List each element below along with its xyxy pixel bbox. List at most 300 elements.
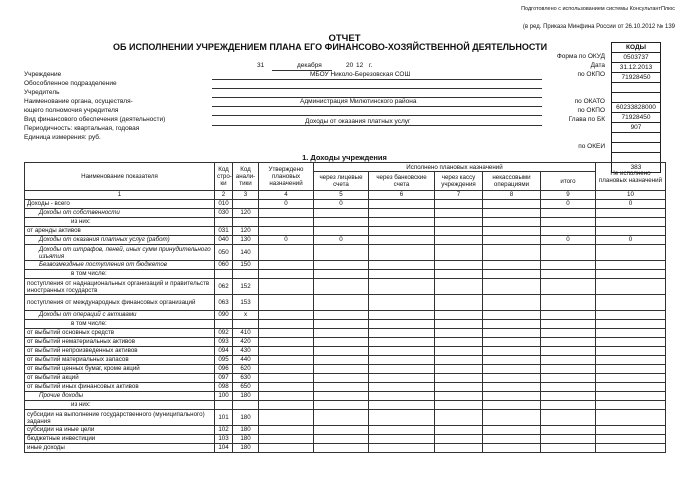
cell-c5 xyxy=(314,320,369,329)
cell-an: 120 xyxy=(233,209,259,218)
cell-c7 xyxy=(435,261,483,270)
cell-c7 xyxy=(435,218,483,227)
cell-c8 xyxy=(483,365,541,374)
cell-c9 xyxy=(541,435,596,444)
table-row xyxy=(25,410,666,426)
cell-c5 xyxy=(314,347,369,356)
cell-c10 xyxy=(596,401,666,410)
row-name: из них: xyxy=(25,401,215,410)
uchrezhdenie-underline xyxy=(212,79,542,80)
cell-c8 xyxy=(483,295,541,311)
col-num: 1 xyxy=(25,191,215,200)
cell-c7 xyxy=(435,320,483,329)
cell-c8 xyxy=(483,261,541,270)
cell-c4 xyxy=(259,320,314,329)
cell-c9 xyxy=(541,218,596,227)
cell-c4: 0 xyxy=(259,200,314,209)
uchreditel-value: Администрация Милютинского района xyxy=(300,98,417,105)
cell-c9 xyxy=(541,279,596,295)
podrazdelenie-underline xyxy=(212,88,542,89)
cell-c7 xyxy=(435,338,483,347)
glava-label: Глава по БК xyxy=(568,116,605,123)
row-name: Доходы - всего xyxy=(25,200,215,209)
cell-c10 xyxy=(596,365,666,374)
cell-c4 xyxy=(259,365,314,374)
cell-c10 xyxy=(596,245,666,261)
cell-c7 xyxy=(435,200,483,209)
cell-c5 xyxy=(314,374,369,383)
cell-c5 xyxy=(314,444,369,453)
empty-code-4 xyxy=(612,143,660,153)
empty-code-3 xyxy=(612,133,660,143)
cell-c8 xyxy=(483,426,541,435)
table-body xyxy=(25,200,666,453)
vid-underline xyxy=(212,125,542,126)
cell-c6 xyxy=(369,365,435,374)
cell-an: 630 xyxy=(233,374,259,383)
table-row xyxy=(25,209,666,218)
cell-kod: 030 xyxy=(215,209,233,218)
cell-c5 xyxy=(314,209,369,218)
cell-kod: 062 xyxy=(215,279,233,295)
col-num: 9 xyxy=(541,191,596,200)
cell-c8 xyxy=(483,356,541,365)
cell-c9 xyxy=(541,392,596,401)
cell-c7 xyxy=(435,329,483,338)
column-numbers-row xyxy=(25,191,666,200)
cell-c5 xyxy=(314,410,369,426)
cell-kod: 092 xyxy=(215,329,233,338)
table-row xyxy=(25,311,666,320)
cell-c8 xyxy=(483,279,541,295)
cell-an: 180 xyxy=(233,392,259,401)
cell-c9 xyxy=(541,261,596,270)
col-num: 3 xyxy=(233,191,259,200)
cell-c7 xyxy=(435,426,483,435)
cell-kod: 095 xyxy=(215,356,233,365)
cell-an: x xyxy=(233,311,259,320)
table-row xyxy=(25,383,666,392)
cell-c10 xyxy=(596,311,666,320)
cell-an: 440 xyxy=(233,356,259,365)
cell-c5 xyxy=(314,270,369,279)
table-row xyxy=(25,356,666,365)
cell-c4 xyxy=(259,295,314,311)
cell-c6 xyxy=(369,410,435,426)
cell-c6 xyxy=(369,329,435,338)
cell-c5 xyxy=(314,356,369,365)
cell-c4 xyxy=(259,401,314,410)
cell-c10 xyxy=(596,356,666,365)
cell-c6 xyxy=(369,227,435,236)
cell-c5 xyxy=(314,338,369,347)
cell-c6 xyxy=(369,261,435,270)
cell-c4 xyxy=(259,279,314,295)
cell-c6 xyxy=(369,401,435,410)
section-title: 1. Доходы учреждения xyxy=(302,153,387,162)
date-label: Дата xyxy=(590,62,605,69)
cell-an xyxy=(233,218,259,227)
cell-kod: 050 xyxy=(215,245,233,261)
cell-c7 xyxy=(435,444,483,453)
cell-c7 xyxy=(435,392,483,401)
row-name: Безвозмездные поступления от бюджетов xyxy=(25,261,215,270)
table-row xyxy=(25,200,666,209)
cell-c7 xyxy=(435,270,483,279)
cell-c7 xyxy=(435,435,483,444)
cell-c9 xyxy=(541,338,596,347)
prikaz-note: (в ред. Приказа Минфина России от 26.10.2012 № 139 xyxy=(522,24,675,30)
table-row xyxy=(25,245,666,261)
cell-c7 xyxy=(435,356,483,365)
cell-c6 xyxy=(369,311,435,320)
cell-kod: 103 xyxy=(215,435,233,444)
cell-c8 xyxy=(483,435,541,444)
cell-an: 420 xyxy=(233,338,259,347)
cell-c4 xyxy=(259,426,314,435)
date-year: 12 xyxy=(356,62,364,69)
cell-c10 xyxy=(596,383,666,392)
header-bank: через банковские счета xyxy=(369,172,435,191)
cell-c4 xyxy=(259,356,314,365)
cell-c6 xyxy=(369,218,435,227)
col-num: 5 xyxy=(314,191,369,200)
cell-c10 xyxy=(596,270,666,279)
cell-c5 xyxy=(314,295,369,311)
date-day: 31 xyxy=(257,62,265,69)
cell-c10 xyxy=(596,338,666,347)
okei-label: по ОКЕИ xyxy=(578,143,605,150)
cell-kod xyxy=(215,270,233,279)
cell-c5 xyxy=(314,227,369,236)
col-num: 2 xyxy=(215,191,233,200)
col-num: 7 xyxy=(435,191,483,200)
table-row xyxy=(25,236,666,245)
cell-c9 xyxy=(541,245,596,261)
cell-c4 xyxy=(259,410,314,426)
okpo2-label: по ОКПО xyxy=(577,107,605,114)
cell-kod: 060 xyxy=(215,261,233,270)
okpo-label: по ОКПО xyxy=(577,71,605,78)
cell-c10 xyxy=(596,218,666,227)
cell-c9 xyxy=(541,270,596,279)
row-name: от выбытий акций xyxy=(25,374,215,383)
cell-c10 xyxy=(596,295,666,311)
row-name: бюджетные инвестиции xyxy=(25,435,215,444)
cell-c4 xyxy=(259,444,314,453)
cell-an: 620 xyxy=(233,365,259,374)
row-name: иные доходы xyxy=(25,444,215,453)
codes-header: КОДЫ xyxy=(612,43,660,53)
cell-c7 xyxy=(435,401,483,410)
cell-c9 xyxy=(541,356,596,365)
table-row xyxy=(25,426,666,435)
cell-c4 xyxy=(259,338,314,347)
cell-c9 xyxy=(541,365,596,374)
row-name: субсидии на выполнение государственного (муниципального) задания xyxy=(25,410,215,426)
cell-c4 xyxy=(259,374,314,383)
cell-c6 xyxy=(369,383,435,392)
cell-c4 xyxy=(259,218,314,227)
cell-c9 xyxy=(541,444,596,453)
date-month: декабря xyxy=(297,62,322,69)
cell-an xyxy=(233,200,259,209)
row-name: от выбытий нематериальных активов xyxy=(25,338,215,347)
cell-c10 xyxy=(596,329,666,338)
cell-an: 153 xyxy=(233,295,259,311)
cell-c4 xyxy=(259,329,314,338)
row-name: от выбытий непроизведенных активов xyxy=(25,347,215,356)
row-name: в том числе: xyxy=(25,270,215,279)
cell-c8 xyxy=(483,227,541,236)
row-name: Доходы от операций с активами xyxy=(25,311,215,320)
cell-c6 xyxy=(369,444,435,453)
cell-c8 xyxy=(483,401,541,410)
cell-c8 xyxy=(483,410,541,426)
table-row xyxy=(25,374,666,383)
cell-an: 150 xyxy=(233,261,259,270)
cell-c10 xyxy=(596,444,666,453)
cell-c6 xyxy=(369,338,435,347)
cell-an: 180 xyxy=(233,444,259,453)
cell-c8 xyxy=(483,218,541,227)
cell-c9 xyxy=(541,401,596,410)
table-row xyxy=(25,392,666,401)
row-name: поступления от наднациональных организаций и правительств иностранных государств xyxy=(25,279,215,295)
organ-underline xyxy=(212,106,542,107)
cell-kod: 090 xyxy=(215,311,233,320)
cell-c4 xyxy=(259,347,314,356)
cell-kod: 096 xyxy=(215,365,233,374)
cell-c5: 0 xyxy=(314,236,369,245)
cell-c8 xyxy=(483,329,541,338)
cell-c10 xyxy=(596,261,666,270)
cell-c4 xyxy=(259,209,314,218)
okei-value: 383 xyxy=(612,163,660,173)
cell-c8 xyxy=(483,383,541,392)
table-row xyxy=(25,401,666,410)
cell-c5 xyxy=(314,392,369,401)
cell-c5 xyxy=(314,218,369,227)
empty-code-2 xyxy=(612,93,660,103)
row-name: от выбытий материальных запасов xyxy=(25,356,215,365)
header-ispolneno: Исполнено плановых назначений xyxy=(314,163,596,172)
row-name: субсидии на иные цели xyxy=(25,426,215,435)
cell-an: 430 xyxy=(233,347,259,356)
cell-c10 xyxy=(596,347,666,356)
vid-label: Вид финансового обеспечения (деятельности) xyxy=(24,116,166,123)
cell-c9 xyxy=(541,209,596,218)
row-name: от аренды активов xyxy=(25,227,215,236)
okato-value: 60233828000 xyxy=(612,103,660,113)
date-year-suffix: г. xyxy=(369,62,373,69)
cell-c9: 0 xyxy=(541,200,596,209)
table-row xyxy=(25,365,666,374)
header-itogo: итого xyxy=(541,172,596,191)
cell-c6 xyxy=(369,392,435,401)
period-label: Периодичность: квартальная, годовая xyxy=(24,125,140,132)
cell-c10 xyxy=(596,209,666,218)
col-num: 10 xyxy=(596,191,666,200)
cell-an: 130 xyxy=(233,236,259,245)
okato-label: по ОКАТО xyxy=(574,98,605,105)
table-row xyxy=(25,329,666,338)
table-row xyxy=(25,320,666,329)
cell-an xyxy=(233,320,259,329)
cell-c9 xyxy=(541,295,596,311)
vid-underline-top xyxy=(212,115,542,116)
row-name: из них: xyxy=(25,218,215,227)
cell-c5 xyxy=(314,435,369,444)
cell-an: 180 xyxy=(233,426,259,435)
cell-kod: 098 xyxy=(215,383,233,392)
cell-an: 180 xyxy=(233,435,259,444)
cell-c5: 0 xyxy=(314,200,369,209)
cell-c10 xyxy=(596,410,666,426)
row-name: от выбытий основных средств xyxy=(25,329,215,338)
cell-c8 xyxy=(483,270,541,279)
cell-c6 xyxy=(369,236,435,245)
cell-c8 xyxy=(483,338,541,347)
cell-c4 xyxy=(259,227,314,236)
row-name: в том числе: xyxy=(25,320,215,329)
organ-label-2: ющего полномочия учредителя xyxy=(24,107,119,114)
cell-c9 xyxy=(541,329,596,338)
cell-c5 xyxy=(314,329,369,338)
cell-c8 xyxy=(483,245,541,261)
cell-c5 xyxy=(314,311,369,320)
cell-c6 xyxy=(369,200,435,209)
col-num: 4 xyxy=(259,191,314,200)
cell-c10: 0 xyxy=(596,200,666,209)
cell-kod xyxy=(215,218,233,227)
row-name: от выбытий ценных бумаг, кроме акций xyxy=(25,365,215,374)
cell-c9 xyxy=(541,311,596,320)
cell-kod: 031 xyxy=(215,227,233,236)
okud-label: Форма по ОКУД xyxy=(556,53,605,60)
header-nekass: некассовыми операциями xyxy=(483,172,541,191)
cell-c4 xyxy=(259,261,314,270)
cell-c7 xyxy=(435,374,483,383)
cell-c10 xyxy=(596,320,666,329)
uchreditel-label: Учредитель xyxy=(24,89,60,96)
cell-c4 xyxy=(259,392,314,401)
header-name: Наименование показателя xyxy=(25,163,215,191)
cell-c5 xyxy=(314,383,369,392)
cell-c7 xyxy=(435,311,483,320)
cell-c9 xyxy=(541,227,596,236)
cell-an: 120 xyxy=(233,227,259,236)
podrazdelenie-label: Обособленное подразделение xyxy=(24,80,117,87)
cell-c5 xyxy=(314,261,369,270)
date-value: 31.12.2013 xyxy=(612,63,660,73)
cell-c6 xyxy=(369,320,435,329)
empty-code-1 xyxy=(612,83,660,93)
uchrezhdenie-label: Учреждение xyxy=(24,71,62,78)
header-kod-stroki: Код стро-ки xyxy=(215,163,233,191)
cell-c5 xyxy=(314,401,369,410)
cell-an: 180 xyxy=(233,410,259,426)
table-row xyxy=(25,279,666,295)
cell-c10 xyxy=(596,279,666,295)
cell-c10 xyxy=(596,227,666,236)
table-row xyxy=(25,338,666,347)
cell-c10: 0 xyxy=(596,236,666,245)
cell-c9 xyxy=(541,426,596,435)
edinica-label: Единица измерения: руб. xyxy=(24,134,101,141)
cell-c8 xyxy=(483,209,541,218)
cell-c8 xyxy=(483,311,541,320)
cell-c5 xyxy=(314,365,369,374)
cell-c8 xyxy=(483,392,541,401)
row-name: Прочие доходы xyxy=(25,392,215,401)
okud-value: 0503737 xyxy=(612,53,660,63)
cell-c6 xyxy=(369,295,435,311)
cell-c7 xyxy=(435,236,483,245)
table-row xyxy=(25,218,666,227)
consultant-note: Подготовлено с использованием системы КонсультантПлюс xyxy=(521,6,675,12)
cell-c4 xyxy=(259,270,314,279)
cell-c7 xyxy=(435,347,483,356)
table-row xyxy=(25,227,666,236)
table-row xyxy=(25,295,666,311)
cell-c6 xyxy=(369,347,435,356)
cell-an: 410 xyxy=(233,329,259,338)
uchrezhdenie-value: МБОУ Николо-Березовская СОШ xyxy=(310,71,411,78)
cell-c6 xyxy=(369,426,435,435)
cell-c9 xyxy=(541,320,596,329)
cell-c10 xyxy=(596,426,666,435)
cell-c7 xyxy=(435,365,483,374)
cell-c7 xyxy=(435,209,483,218)
cell-c6 xyxy=(369,279,435,295)
cell-c9 xyxy=(541,410,596,426)
table-row xyxy=(25,261,666,270)
cell-c10 xyxy=(596,374,666,383)
organ-label-1: Наименование органа, осуществля- xyxy=(24,98,133,105)
cell-c6 xyxy=(369,374,435,383)
row-name: Доходы от оказания платных услуг (работ) xyxy=(25,236,215,245)
cell-an xyxy=(233,401,259,410)
cell-c6 xyxy=(369,356,435,365)
cell-c8 xyxy=(483,347,541,356)
okpo-value: 71928450 xyxy=(612,73,660,83)
cell-c7 xyxy=(435,410,483,426)
cell-kod: 100 xyxy=(215,392,233,401)
date-year-prefix: 20 xyxy=(346,62,354,69)
report-title: ОТЧЕТ xyxy=(328,33,361,44)
table-row xyxy=(25,270,666,279)
cell-kod xyxy=(215,401,233,410)
cell-kod: 093 xyxy=(215,338,233,347)
cell-c8 xyxy=(483,320,541,329)
vid-value: Доходы от оказания платных услуг xyxy=(305,118,411,125)
cell-an: 140 xyxy=(233,245,259,261)
cell-c7 xyxy=(435,227,483,236)
row-name: Доходы от собственности xyxy=(25,209,215,218)
table-row xyxy=(25,444,666,453)
col-num: 6 xyxy=(369,191,435,200)
cell-c9 xyxy=(541,374,596,383)
header-licevye: через лицевые счета xyxy=(314,172,369,191)
report-subtitle: ОБ ИСПОЛНЕНИИ УЧРЕЖДЕНИЕМ ПЛАНА ЕГО ФИНАНСОВО-ХОЗЯЙСТВЕННОЙ ДЕЯТЕЛЬНОСТИ xyxy=(113,42,548,52)
okpo2-value: 71928450 xyxy=(612,113,660,123)
income-table xyxy=(24,162,666,453)
cell-c7 xyxy=(435,279,483,295)
cell-kod: 040 xyxy=(215,236,233,245)
cell-c4 xyxy=(259,383,314,392)
header-plan: Утверждено плановых назначений xyxy=(259,163,314,191)
